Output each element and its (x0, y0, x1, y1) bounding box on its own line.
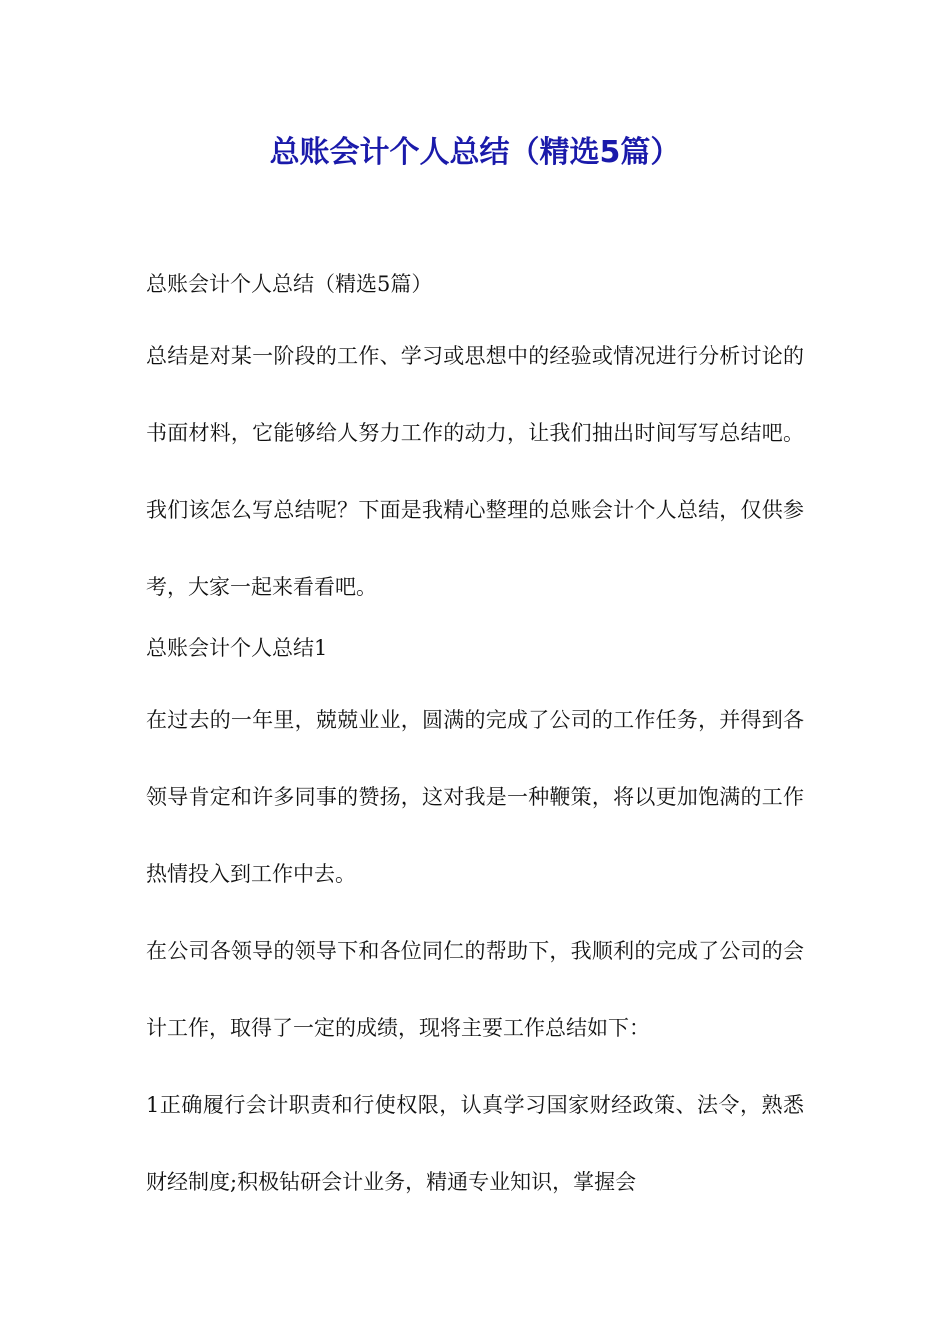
section-heading: 总账会计个人总结1 (146, 636, 328, 660)
intro-paragraph: 总结是对某一阶段的工作、学习或思想中的经验或情况进行分析讨论的书面材料，它能够给人努力工作的动力，让我们抽出时间写写总结吧。我们该怎么写总结呢？下面是我精心整理的总账会计个人总结，仅供参考，大家一起来看看吧。 (146, 344, 804, 599)
document-body (146, 262, 804, 1221)
document-title: 总账会计个人总结（精选5篇） (269, 135, 681, 170)
body-paragraph-2: 在公司各领导的领导下和各位同仁的帮助下，我顺利的完成了公司的会计工作，取得了一定的成绩，现将主要工作总结如下： (146, 939, 804, 1040)
body-paragraph-1: 在过去的一年里，兢兢业业，圆满的完成了公司的工作任务，并得到各领导肯定和许多同事的赞扬，这对我是一种鞭策，将以更加饱满的工作热情投入到工作中去。 (146, 708, 804, 886)
document-subtitle: 总账会计个人总结（精选5篇） (146, 272, 433, 296)
body-paragraph-3: 1正确履行会计职责和行使权限，认真学习国家财经政策、法令，熟悉财经制度;积极钻研会计业务，精通专业知识，掌握会 (146, 1093, 804, 1194)
